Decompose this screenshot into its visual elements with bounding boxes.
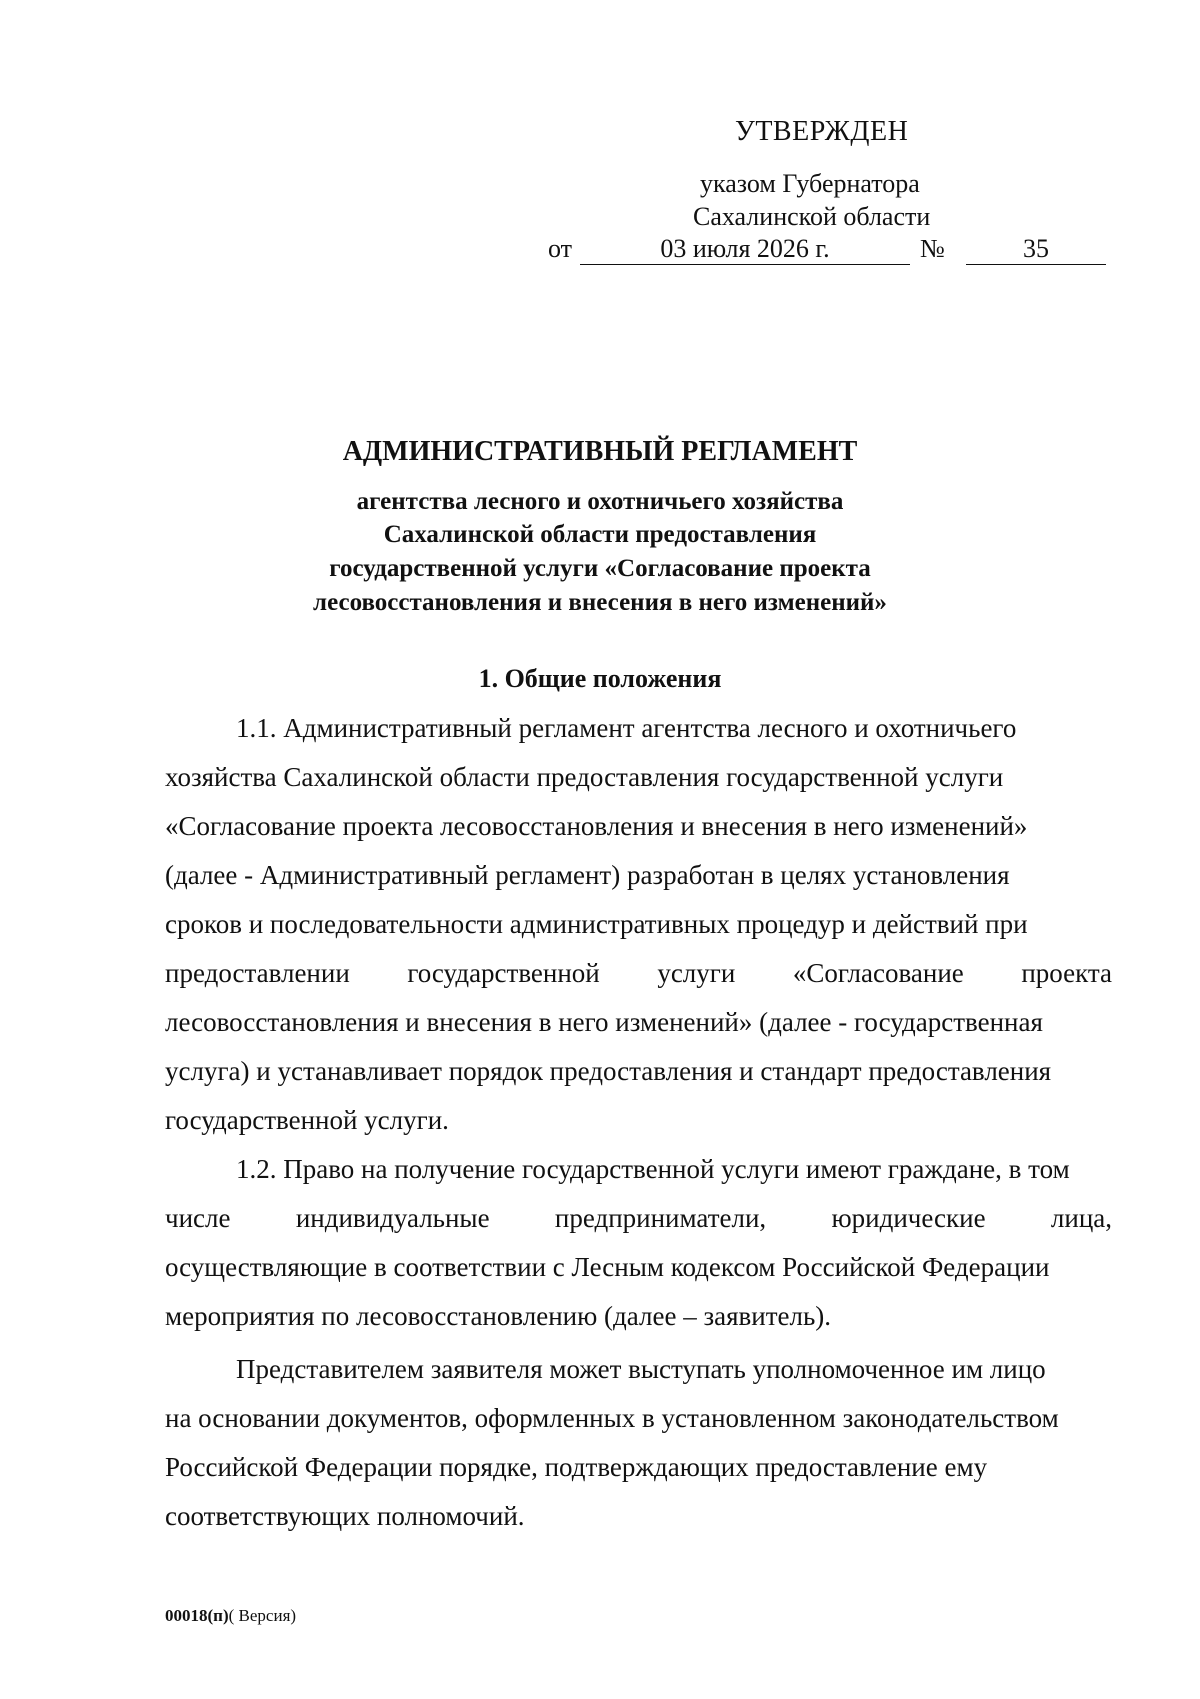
- word: «Согласование: [792, 958, 964, 988]
- text-line: (далее - Административный регламент) разработан в целях установления: [165, 860, 1010, 890]
- text-line: сроков и последовательности административных процедур и действий при: [165, 909, 1028, 939]
- footer-code-text: 00018(п): [165, 1606, 229, 1625]
- text-line: лесовосстановления и внесения в него изменений» (далее - государственная: [165, 1007, 1043, 1037]
- number-label: №: [920, 234, 945, 263]
- word: предоставлении: [165, 958, 350, 988]
- footer-code: [165, 1606, 296, 1626]
- text-line: мероприятия по лесовосстановлению (далее – заявитель).: [165, 1301, 832, 1331]
- word: индивидуальные: [295, 1203, 490, 1233]
- word: проекта: [1021, 958, 1112, 988]
- text-line: 1.1. Административный регламент агентства лесного и охотничьего: [236, 713, 1017, 743]
- text-line: Представителем заявителя может выступать уполномоченное им лицо: [236, 1354, 1046, 1384]
- subtitle-line: государственной услуги «Согласование проекта: [329, 555, 871, 582]
- text-line: государственной услуги.: [165, 1105, 449, 1135]
- text-line: осуществляющие в соответствии с Лесным кодексом Российской Федерации: [165, 1252, 1050, 1282]
- word: услуги: [657, 958, 736, 988]
- text-line-justified: [165, 1203, 1112, 1234]
- word: числе: [165, 1203, 231, 1233]
- approval-title: УТВЕРЖДЕН: [735, 116, 909, 147]
- approval-region: Сахалинской области: [693, 202, 931, 231]
- word: государственной: [407, 958, 600, 988]
- decree-number: 35: [966, 234, 1106, 265]
- from-label: от: [548, 234, 573, 263]
- text-line: на основании документов, оформленных в установленном законодательством: [165, 1403, 1059, 1433]
- word: юридические: [831, 1203, 986, 1233]
- text-line-justified: [165, 958, 1112, 989]
- subtitle-line: Сахалинской области предоставления: [383, 521, 817, 548]
- text-line: соответствующих полномочий.: [165, 1501, 525, 1531]
- section-title: 1. Общие положения: [478, 664, 722, 693]
- footer-version: ( Версия): [228, 1606, 297, 1625]
- word: предприниматели,: [554, 1203, 767, 1233]
- word: лица,: [1050, 1203, 1112, 1233]
- text-line: Российской Федерации порядке, подтверждающих предоставление ему: [165, 1452, 988, 1482]
- text-line: хозяйства Сахалинской области предоставления государственной услуги: [165, 762, 1004, 792]
- subtitle-line: агентства лесного и охотничьего хозяйства: [356, 488, 844, 515]
- approval-decree: указом Губернатора: [700, 169, 920, 198]
- approval-date-row: [548, 234, 1108, 274]
- text-line: «Согласование проекта лесовосстановления и внесения в него изменений»: [165, 811, 1028, 841]
- text-line: 1.2. Право на получение государственной услуги имеют граждане, в том: [236, 1154, 1070, 1184]
- text-line: услуга) и устанавливает порядок предоставления и стандарт предоставления: [165, 1056, 1052, 1086]
- document-title: АДМИНИСТРАТИВНЫЙ РЕГЛАМЕНТ: [342, 436, 858, 467]
- subtitle-line: лесовосстановления и внесения в него изменений»: [313, 589, 887, 616]
- decree-date: 03 июля 2026 г.: [580, 234, 910, 265]
